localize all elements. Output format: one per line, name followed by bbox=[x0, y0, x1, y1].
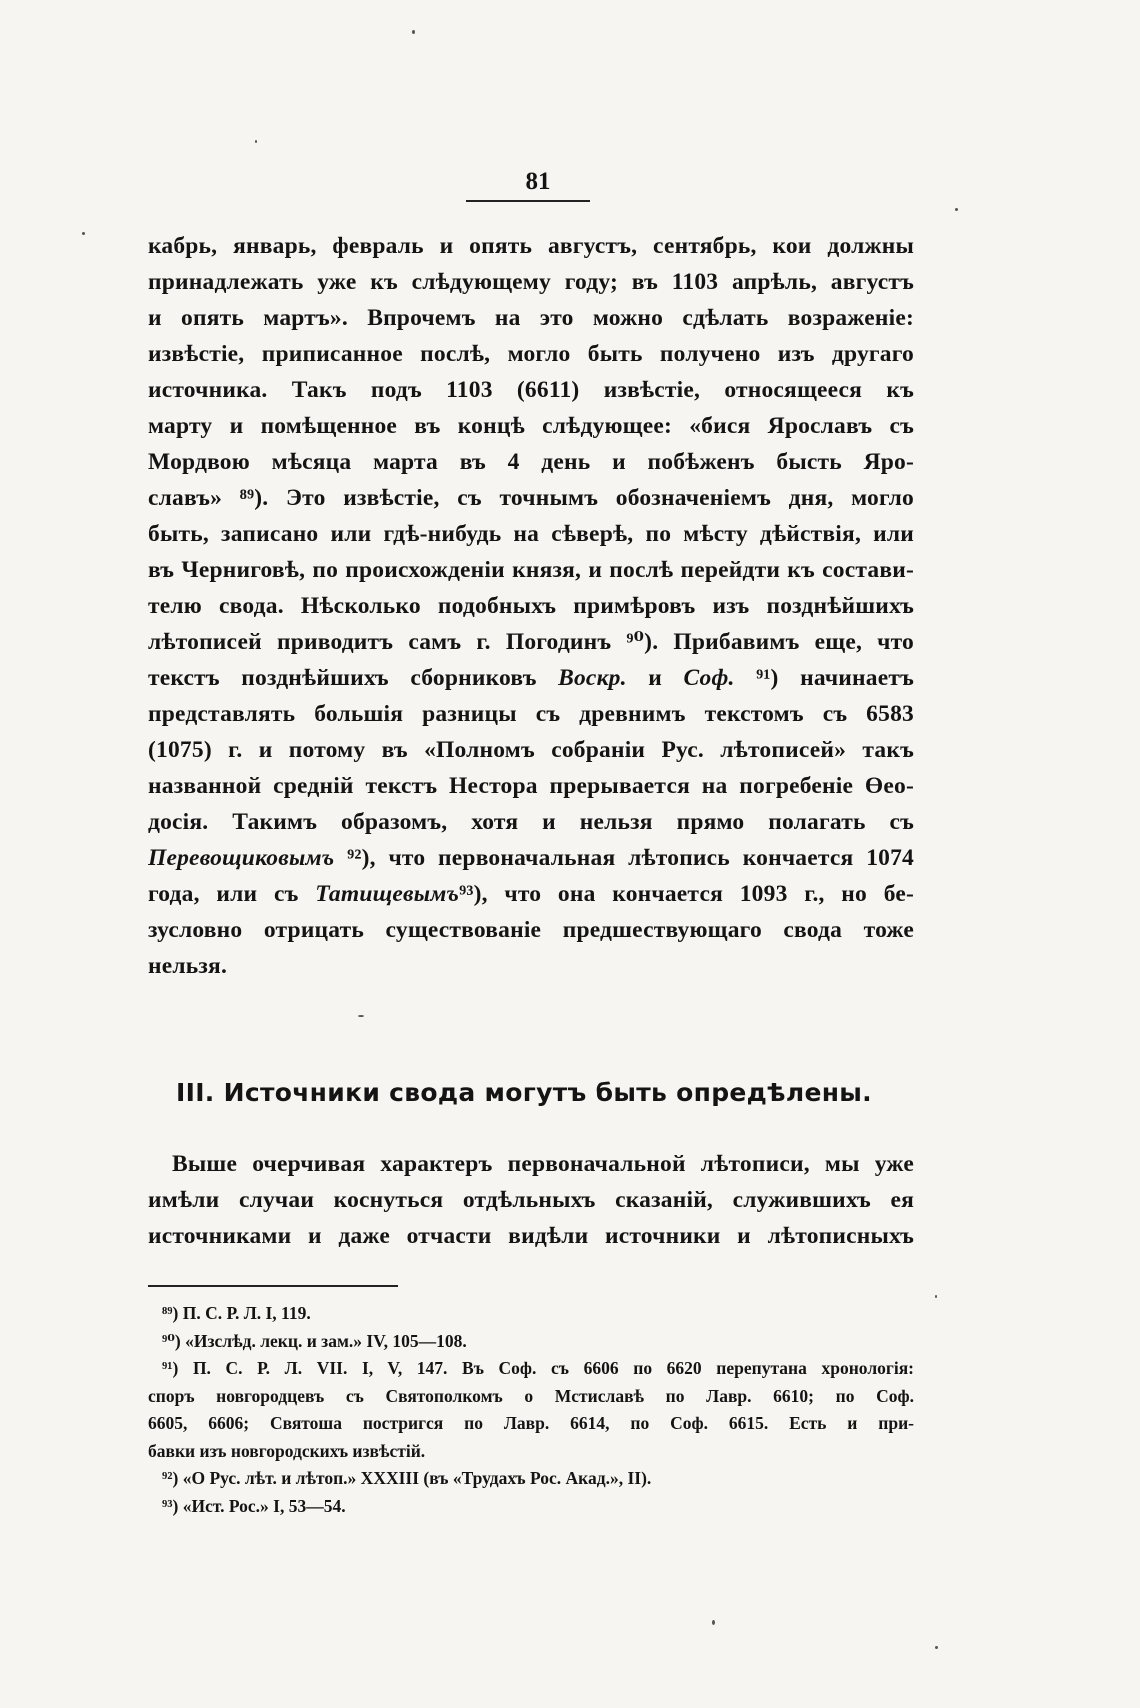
paragraph bbox=[148, 1146, 914, 1254]
text-line: зусловно отрицать существованіе предшествующаго свода тоже bbox=[148, 917, 914, 943]
footnote bbox=[148, 1300, 914, 1328]
text-line: названной средній текстъ Нестора прерывается на погребеніе Өео- bbox=[148, 773, 914, 799]
footnote bbox=[148, 1465, 914, 1493]
footnote-text: «Изслѣд. лекц. и зам.» IV, 105—108. bbox=[180, 1330, 467, 1351]
footnote-continuation bbox=[148, 1383, 914, 1411]
scan-speck bbox=[935, 1646, 938, 1649]
scan-speck bbox=[955, 208, 958, 211]
text-line: нельзя. bbox=[148, 953, 228, 979]
text-line: представлять большія разницы съ древнимъ текстомъ съ 6583 bbox=[148, 701, 914, 727]
text-line: источника. Такъ подъ 1103 (6611) извѣстіе, относящееся къ bbox=[148, 377, 914, 403]
footnote bbox=[148, 1355, 914, 1383]
text-run: и bbox=[626, 665, 684, 691]
footnote bbox=[148, 1328, 914, 1356]
footnote-text: бавки изъ новгородскихъ извѣстій. bbox=[148, 1440, 426, 1461]
footnotes bbox=[148, 1300, 914, 1520]
page-number-rule bbox=[466, 200, 590, 202]
italic-run: Воскр. bbox=[558, 665, 627, 691]
text-line: марту и помѣщенное въ концѣ слѣдующее: «бися Ярославъ съ bbox=[148, 413, 914, 439]
footnote bbox=[148, 1493, 914, 1521]
footnote-text: П. С. Р. Л. I, 119. bbox=[178, 1303, 311, 1323]
text-run: года, или съ bbox=[148, 881, 316, 907]
footnote-rule bbox=[148, 1285, 398, 1287]
text-line: принадлежать уже къ слѣдующему году; въ 1103 апрѣль, августъ bbox=[148, 269, 914, 295]
text-line: (1075) г. и потому въ «Полномъ собраніи Рус. лѣтописей» такъ bbox=[148, 737, 914, 763]
text-line: извѣстіе, приписанное послѣ, могло быть получено изъ другаго bbox=[148, 341, 914, 367]
text-line bbox=[148, 660, 914, 696]
scan-speck bbox=[935, 1295, 937, 1298]
footnote-text: 6605, 6606; Святоша постригся по Лавр. 6614, по Соф. 6615. Есть и при- bbox=[148, 1413, 914, 1433]
scan-speck bbox=[358, 1015, 364, 1017]
text-run: ⁹²), что первоначальная лѣтопись кончается 1074 bbox=[334, 845, 914, 871]
text-line: досія. Такимъ образомъ, хотя и нельзя прямо полагать съ bbox=[148, 809, 914, 835]
footnote-mark: ⁹²) bbox=[162, 1468, 179, 1488]
italic-run: Перевощиковымъ bbox=[148, 845, 335, 871]
footnote-continuation bbox=[148, 1410, 914, 1438]
italic-run: Татищевымъ bbox=[315, 881, 460, 907]
text-line: и опять мартъ». Впрочемъ на это можно сдѣлать возраженіе: bbox=[148, 305, 914, 331]
scan-speck bbox=[412, 30, 415, 34]
paragraph-continued bbox=[148, 228, 914, 984]
text-line: телю свода. Нѣсколько подобныхъ примѣровъ изъ позднѣйшихъ bbox=[148, 593, 914, 619]
text-line: Выше очерчивая характеръ первоначальной лѣтописи, мы уже bbox=[172, 1151, 914, 1177]
italic-run: Соф. bbox=[683, 665, 735, 691]
footnote-mark: ⁸⁹) bbox=[162, 1303, 179, 1323]
text-run: ⁹¹) начинаетъ bbox=[734, 665, 914, 691]
footnote-text: «Ист. Рос.» I, 53—54. bbox=[178, 1495, 346, 1516]
text-line bbox=[148, 876, 914, 912]
footnote-mark: ⁹¹) bbox=[162, 1358, 179, 1378]
text-line: въ Черниговѣ, по происхожденіи князя, и послѣ перейдти къ состави- bbox=[148, 557, 914, 583]
text-line: лѣтописей приводитъ самъ г. Погодинъ ⁹⁰). Прибавимъ еще, что bbox=[148, 629, 914, 655]
text-run: ⁹³), что она кончается 1093 г., но бе- bbox=[459, 881, 914, 907]
footnote-text: споръ новгородцевъ съ Святополкомъ о Мстиславѣ по Лавр. 6610; по Соф. bbox=[148, 1385, 914, 1406]
text-line bbox=[148, 840, 914, 876]
text-line: имѣли случаи коснуться отдѣльныхъ сказаній, служившихъ ея bbox=[148, 1187, 914, 1213]
text-run: текстъ позднѣйшихъ сборниковъ bbox=[148, 665, 559, 691]
text-line: источниками и даже отчасти видѣли источники и лѣтописныхъ bbox=[148, 1223, 914, 1249]
text-line: славъ» ⁸⁹). Это извѣстіе, съ точнымъ обозначеніемъ дня, могло bbox=[148, 485, 914, 511]
scan-speck bbox=[712, 1620, 715, 1625]
section-heading: III. Источники свода могутъ быть опредѣлены. bbox=[176, 1078, 872, 1107]
footnote-text: «О Рус. лѣт. и лѣтоп.» XXXIII (въ «Трудахъ Рос. Акад.», II). bbox=[178, 1468, 652, 1488]
text-line: быть, записано или гдѣ-нибудь на сѣверѣ, по мѣсту дѣйствія, или bbox=[148, 521, 914, 547]
scan-speck bbox=[82, 232, 85, 235]
footnote-mark: ⁹³) bbox=[162, 1495, 179, 1516]
scan-speck bbox=[255, 140, 257, 143]
text-line: кабрь, январь, февраль и опять августъ, сентябрь, кои должны bbox=[148, 233, 914, 259]
page-number: 81 bbox=[525, 168, 551, 195]
footnote-text: П. С. Р. Л. VII. I, V, 147. Въ Соф. съ 6606 по 6620 перепутана хронологія: bbox=[178, 1358, 914, 1378]
footnote-mark: ⁹⁰) bbox=[162, 1330, 181, 1351]
text-line: Мордвою мѣсяца марта въ 4 день и побѣженъ бысть Яро- bbox=[148, 449, 914, 475]
footnote-continuation bbox=[148, 1438, 914, 1466]
